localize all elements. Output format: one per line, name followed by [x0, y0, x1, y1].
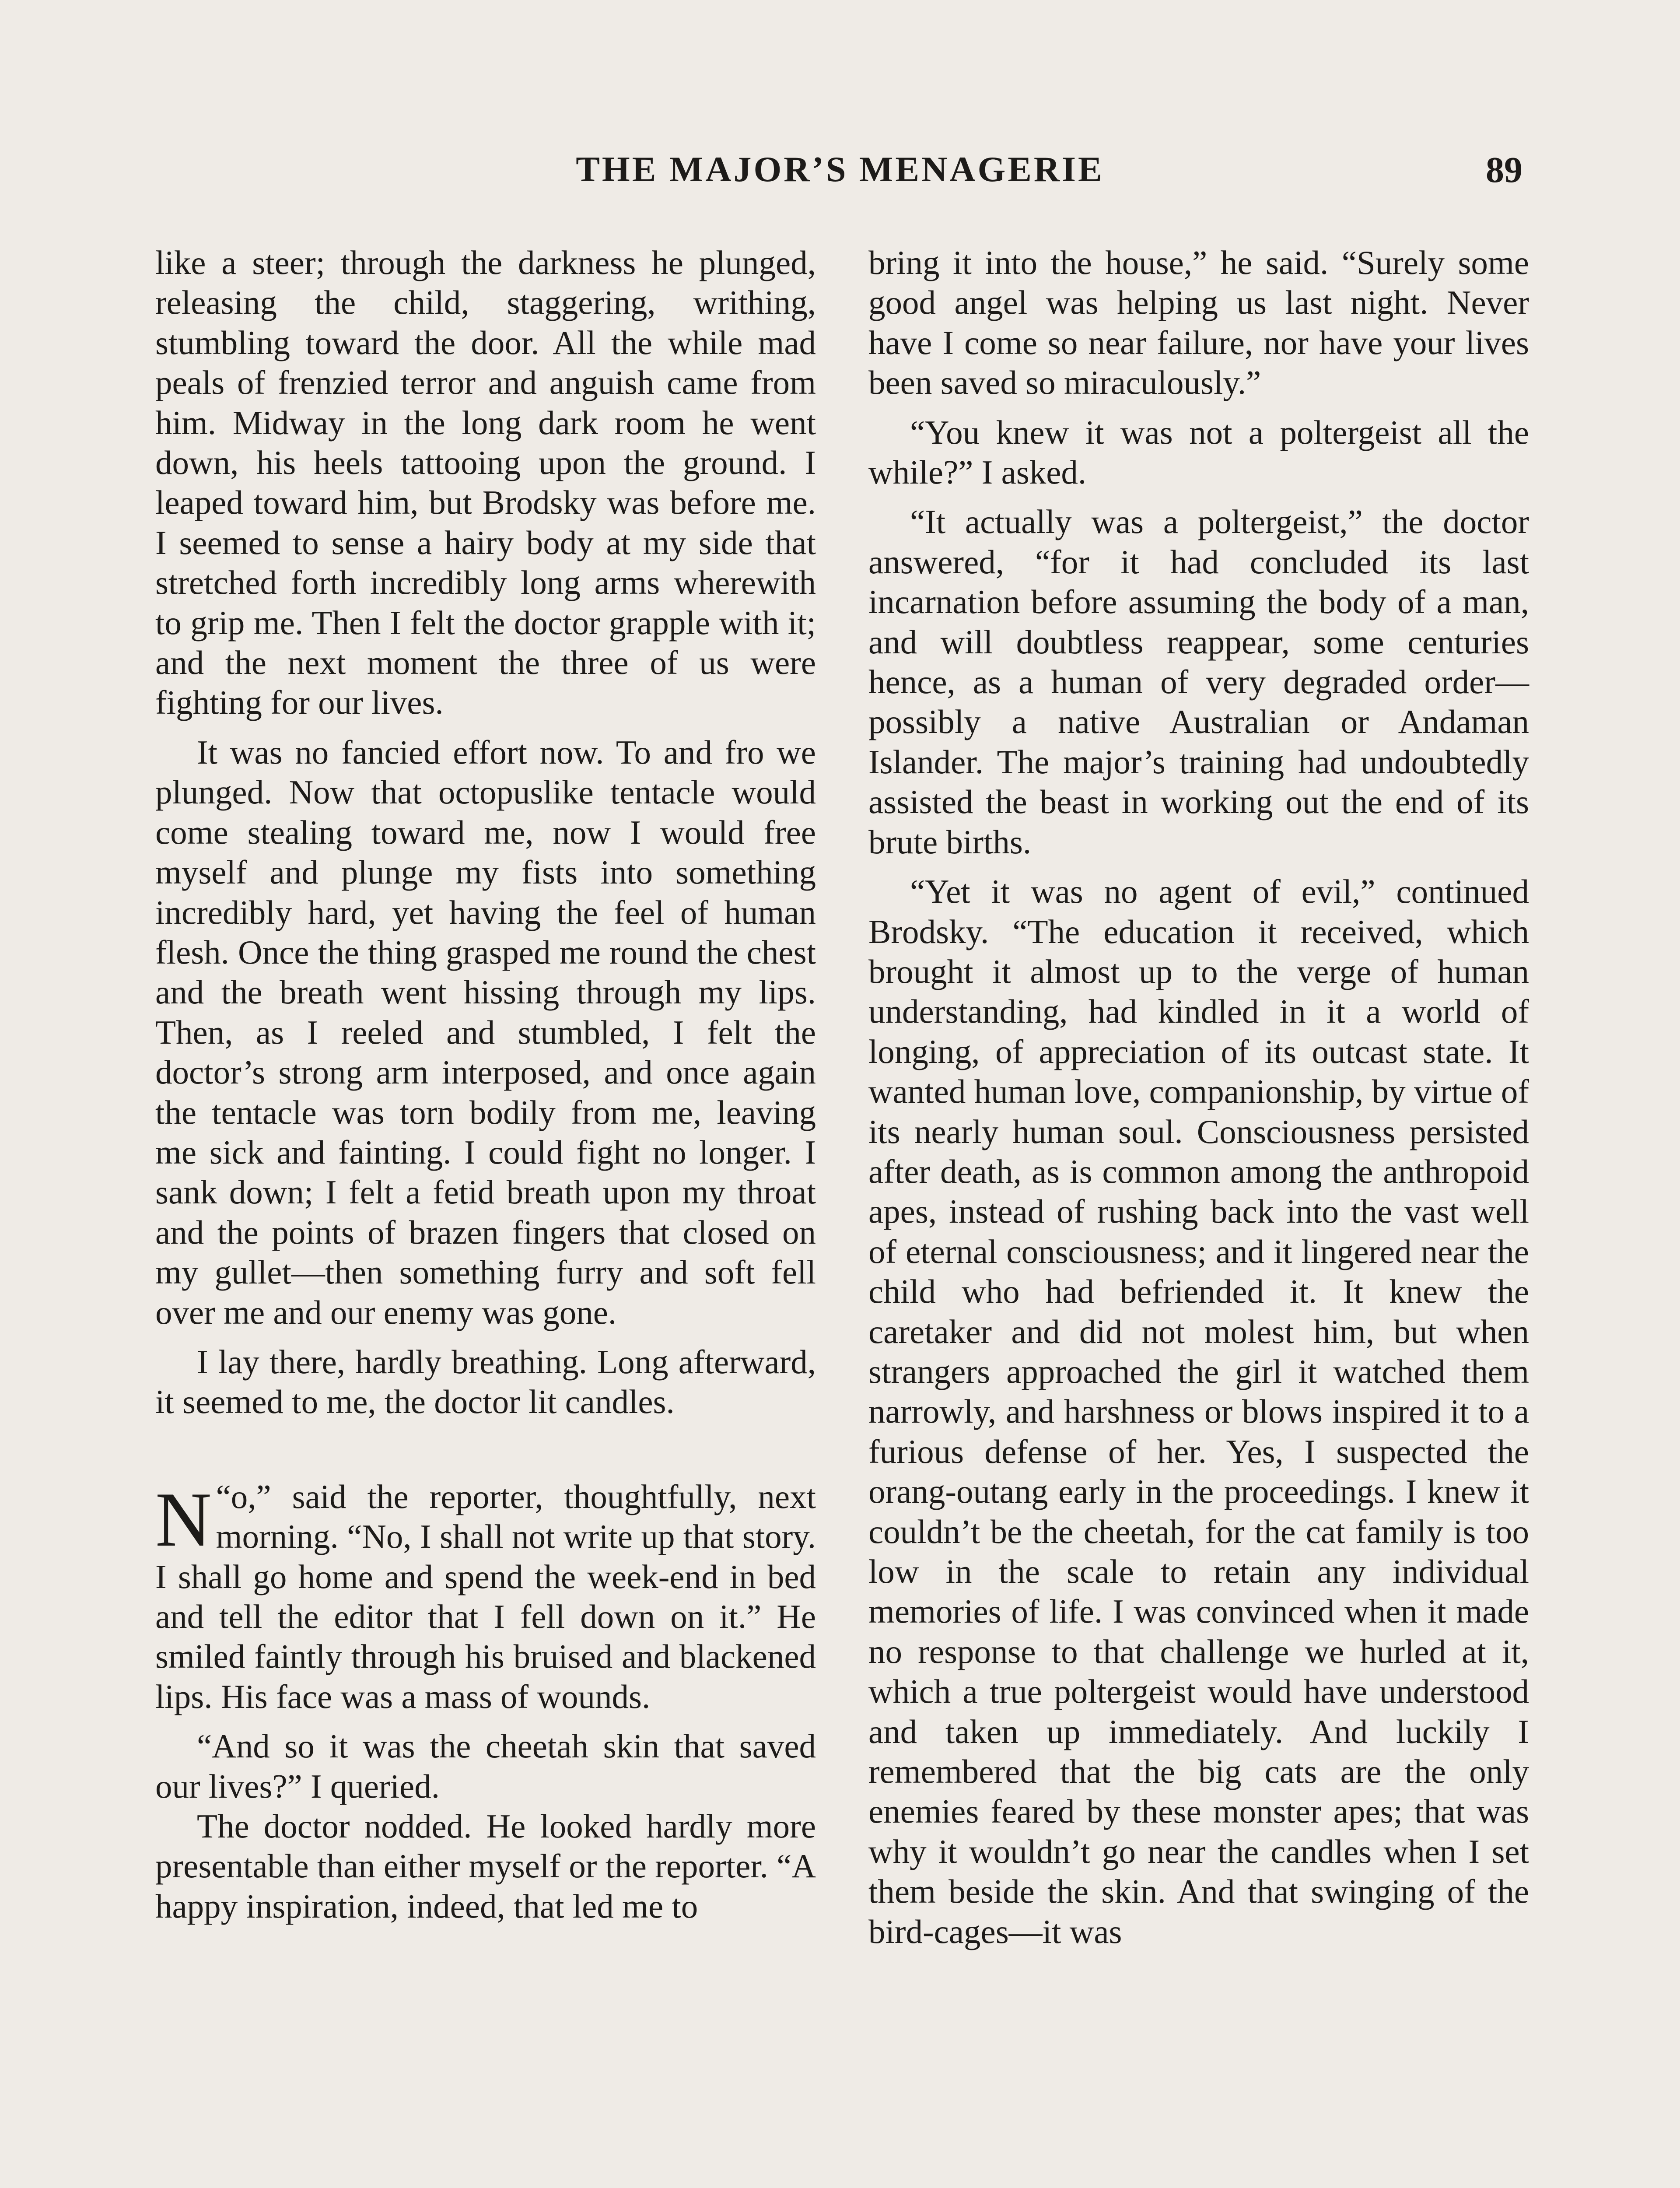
drop-cap: N: [155, 1476, 212, 1563]
running-head: THE MAJOR’S MENAGERIE: [576, 149, 1104, 189]
paragraph: I lay there, hardly breathing. Long afterward, it seemed to me, the doctor lit candles.: [155, 1343, 816, 1421]
opening-quote: “: [216, 1477, 231, 1515]
paragraph-with-dropcap: [155, 1477, 816, 1717]
left-column: [155, 243, 816, 1926]
paragraph: bring it into the house,” he said. “Surely some good angel was helping us last night. Never have I come so near failure, nor have your lives been saved so miraculously.”: [868, 244, 1529, 402]
paragraph: It was no fancied effort now. To and fro we plunged. Now that octopuslike tentacle would come stealing toward me, now I would free myself and plunge my fists into something incredibly hard, yet having the feel of human flesh. Once the thing grasped me round the chest and the breath went hissing through my lips. Then, as I reeled and stumbled, I felt the doctor’s strong arm interposed, and once again the tentacle was torn bodily from me, leaving me sick and fainting. I could fight no longer. I sank down; I felt a fetid breath upon my throat and the points of brazen fingers that closed on my gullet—then something furry and soft fell over me and our enemy was gone.: [155, 733, 816, 1331]
paragraph-text: o,” said the reporter, thoughtfully, next morning. “No, I shall not write up that story. I shall go home and spend the week-end in bed and tell the editor that I fell down on it.” He smiled faintly through his bruised and blackened lips. His face was a mass of wounds.: [155, 1477, 816, 1715]
page-number: 89: [1486, 150, 1522, 190]
paragraph: The doctor nodded. He looked hardly more presentable than either myself or the reporter. “A happy inspiration, indeed, that led me to: [155, 1807, 816, 1925]
paragraph: “Yet it was no agent of evil,” continued Brodsky. “The education it received, which brought it almost up to the verge of human understanding, had kindled in it a world of longing, of appreciation of its outcast state. It wanted human love, companionship, by virtue of its nearly human soul. Consciousness persisted after death, as is common among the anthropoid apes, instead of rushing back into the vast well of eternal consciousness; and it lingered near the child who had befriended it. It knew the caretaker and did not molest him, but when strangers approached the girl it watched them narrowly, and harshness or blows inspired it to a furious defense of her. Yes, I suspected the orang-outang early in the proceedings. I knew it couldn’t be the cheetah, for the cat family is too low in the scale to retain any individual memories of life. I was convinced when it made no response to that challenge we hurled at it, which a true poltergeist would have understood and taken up immediately. And luckily I remembered that the big cats are the only enemies feared by these monster apes; that was why it wouldn’t go near the candles when I set them beside the skin. And that swinging of the bird-cages—it was: [868, 873, 1529, 1950]
paragraph: “And so it was the cheetah skin that saved our lives?” I queried.: [155, 1727, 816, 1805]
paragraph: “It actually was a poltergeist,” the doctor answered, “for it had concluded its last incarnation before assuming the body of a man, and will doubtless reappear, some centuries hence, as a human of very degraded order—possibly a native Australian or Andaman Islander. The major’s training had undoubtedly assisted the beast in working out the end of its brute births.: [868, 503, 1529, 861]
right-column: [868, 243, 1529, 1952]
paragraph: “You knew it was not a poltergeist all the while?” I asked.: [868, 413, 1529, 491]
paragraph: like a steer; through the darkness he plunged, releasing the child, staggering, writhing, stumbling toward the door. All the while mad peals of frenzied terror and anguish came from him. Midway in the long dark room he went down, his heels tattooing upon the ground. I leaped toward him, but Brodsky was before me. I seemed to sense a hairy body at my side that stretched forth incredibly long arms wherewith to grip me. Then I felt the doctor grapple with it; and the next moment the three of us were fighting for our lives.: [155, 244, 816, 722]
page-header: [0, 149, 1680, 197]
